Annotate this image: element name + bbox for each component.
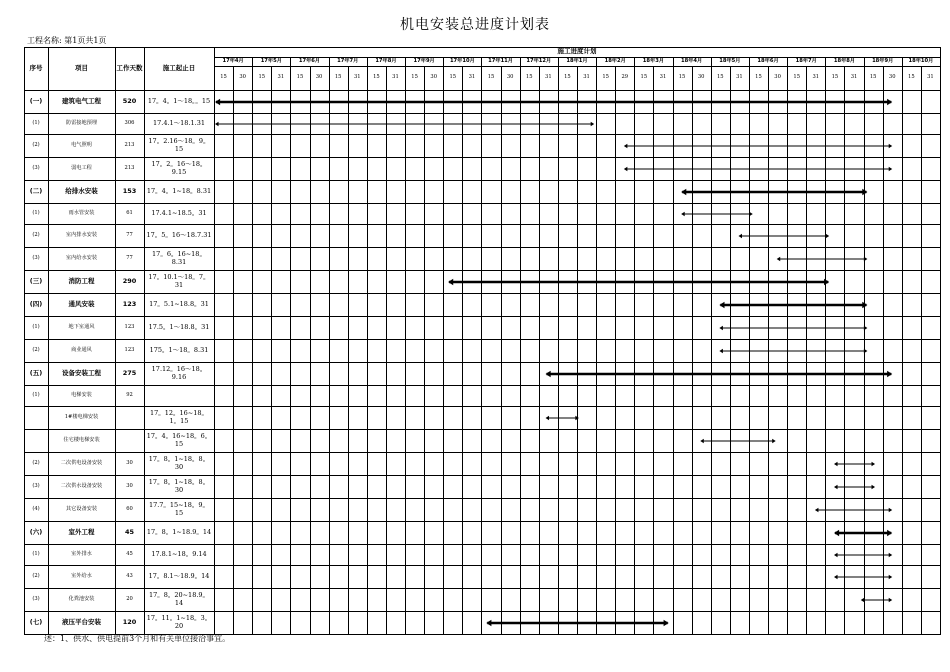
- month-label: 17年11月: [488, 57, 513, 64]
- row-seq: (3): [32, 164, 40, 171]
- row-days: 45: [124, 527, 135, 536]
- day-label: 31: [545, 74, 552, 81]
- gantt-bar: [546, 371, 893, 377]
- page-title: 机电安装总进度计划表: [400, 17, 550, 33]
- row-item: 室外排水: [71, 550, 92, 557]
- row-period: 17。5.1~18.8。31: [149, 299, 209, 308]
- gantt-bar: [486, 620, 668, 626]
- row-period: 17。4。16~18。6。15: [146, 432, 212, 448]
- row-item: 住宅楼电梯安装: [63, 436, 100, 443]
- row-seq: (1): [32, 209, 40, 216]
- month-label: 17年5月: [260, 57, 282, 64]
- row-days: 77: [126, 231, 133, 238]
- gantt-bar: [834, 462, 875, 466]
- header-period: 施工起止日: [162, 63, 196, 72]
- month-label: 18年3月: [642, 57, 665, 64]
- row-days: 45: [126, 550, 133, 557]
- month-label: 18年8月: [833, 57, 856, 64]
- row-seq: (2): [32, 459, 40, 466]
- month-label: 18年10月: [908, 57, 934, 64]
- gantt-bar: [546, 416, 579, 420]
- gantt-bar: [834, 485, 875, 489]
- day-label: 31: [850, 74, 858, 81]
- row-seq: (3): [32, 482, 40, 489]
- day-label: 31: [736, 74, 743, 81]
- row-item: 液压平台安装: [62, 617, 101, 626]
- row-days: 123: [124, 346, 135, 353]
- day-label: 29: [621, 74, 629, 81]
- row-item: 设备安装工程: [62, 368, 101, 377]
- row-period: 17.5。1～18.8。31: [148, 322, 210, 331]
- row-item: 室内给水安装: [65, 254, 98, 261]
- day-label: 31: [927, 74, 934, 81]
- row-item: 室内排水安装: [65, 231, 98, 238]
- row-seq: (2): [32, 141, 40, 148]
- row-item: 防雷接地预埋: [65, 119, 98, 126]
- month-label: 18年2月: [604, 57, 626, 64]
- gantt-bar: [448, 279, 829, 285]
- row-period: 17。2.16～18。9。15: [148, 137, 210, 153]
- day-label: 15: [296, 74, 304, 81]
- month-label: 17年12月: [526, 57, 552, 64]
- row-seq: (三): [29, 276, 43, 285]
- footnote: 述：1、供水、供电提前3个月和有关单位接洽事宜。: [44, 634, 231, 643]
- month-label: 18年6月: [757, 57, 779, 64]
- row-seq: (4): [32, 505, 40, 512]
- gantt-bar: [834, 553, 892, 557]
- row-days: 92: [126, 391, 133, 398]
- row-period: 17。12。16~18。1。15: [149, 409, 209, 425]
- row-days: 20: [126, 595, 133, 602]
- row-days: 213: [124, 141, 135, 148]
- day-label: 31: [277, 74, 285, 81]
- day-label: 15: [525, 74, 533, 81]
- row-item: 弱电工程: [71, 164, 92, 171]
- day-label: 15: [487, 74, 495, 81]
- row-period: 17。4。1~18。8.31: [146, 186, 212, 195]
- day-label: 31: [583, 74, 590, 81]
- row-period: 17.4.1～18.1.31: [153, 118, 205, 127]
- month-label: 17年9月: [413, 57, 435, 64]
- row-days: 123: [122, 299, 137, 308]
- row-period: 17。8.1～18.9。14: [148, 571, 210, 580]
- day-label: 31: [353, 74, 361, 81]
- day-label: 31: [468, 74, 476, 81]
- row-days: 123: [124, 323, 135, 330]
- gantt-bar: [834, 530, 892, 536]
- gantt-bar: [700, 439, 775, 443]
- row-period: 175。1～18。8.31: [149, 345, 209, 354]
- gantt-bar: [719, 302, 867, 308]
- day-label: 15: [793, 74, 800, 81]
- row-days: 30: [126, 459, 133, 466]
- row-seq: (六): [29, 527, 43, 536]
- day-label: 15: [716, 74, 724, 81]
- row-days: 306: [124, 119, 135, 126]
- month-label: 17年6月: [298, 57, 321, 64]
- row-period: 17。8。1~18.9。14: [146, 527, 212, 536]
- header-item: 项目: [75, 63, 88, 72]
- gantt-bar: [861, 598, 892, 602]
- gantt-bar: [738, 234, 829, 238]
- row-period: 17。8。1~18。8。30: [148, 455, 210, 471]
- row-item: 化粪池安装: [68, 595, 95, 602]
- day-label: 15: [678, 74, 686, 81]
- row-period: 17。11。1~18。3。20: [146, 614, 212, 630]
- day-label: 31: [812, 74, 820, 81]
- row-seq: (一): [29, 96, 43, 105]
- row-item: 室外给水: [71, 572, 92, 579]
- header-seq: 序号: [29, 63, 43, 72]
- day-label: 30: [888, 74, 896, 81]
- row-days: 153: [122, 186, 137, 195]
- day-label: 15: [411, 74, 418, 81]
- row-period: 17。6。16~18。8.31: [152, 250, 206, 266]
- row-period: 17.7。15~18。9。15: [148, 501, 210, 517]
- day-label: 30: [506, 74, 514, 81]
- day-label: 30: [315, 74, 323, 81]
- row-item: 地下室通风: [68, 323, 95, 330]
- gantt-bar: [719, 326, 867, 330]
- row-period: 17。10.1～18。7。31: [148, 273, 210, 289]
- row-period: 17。4。1～18。。15: [147, 96, 211, 105]
- gantt-bar: [834, 575, 892, 579]
- row-seq: (1): [32, 550, 40, 557]
- row-period: 17。2。16～18。9.15: [151, 160, 207, 176]
- row-seq: (2): [32, 231, 40, 238]
- row-item: 消防工程: [68, 276, 95, 285]
- day-label: 15: [640, 74, 648, 81]
- month-label: 18年9月: [872, 57, 894, 64]
- row-item: 商业通风: [71, 346, 92, 353]
- month-label: 18年5月: [719, 57, 741, 64]
- row-days: 275: [122, 368, 137, 377]
- row-period: 17.4.1~18.5。31: [151, 208, 207, 217]
- row-seq: (1): [32, 323, 40, 330]
- row-seq: (二): [29, 186, 43, 195]
- row-seq: (1): [32, 391, 40, 398]
- project-line: 工程名称: 第1页共1页: [27, 36, 107, 45]
- header-days: 工作天数: [116, 63, 143, 72]
- month-label: 18年4月: [681, 57, 703, 64]
- gantt-bar: [681, 212, 753, 216]
- gantt-bar: [815, 508, 892, 512]
- row-item: 电气照明: [71, 141, 92, 148]
- row-seq: (3): [32, 595, 40, 602]
- day-label: 15: [449, 74, 457, 81]
- gantt-bar: [215, 122, 594, 126]
- day-label: 15: [258, 74, 266, 81]
- day-label: 15: [869, 74, 877, 81]
- gantt-bar: [681, 189, 867, 195]
- row-seq: (1): [32, 119, 40, 126]
- row-days: 30: [126, 482, 133, 489]
- day-label: 15: [564, 74, 571, 81]
- row-seq: (五): [29, 368, 43, 377]
- month-label: 17年7月: [337, 57, 359, 64]
- day-label: 15: [373, 74, 380, 81]
- gantt-bar: [777, 257, 868, 261]
- day-label: 30: [430, 74, 437, 81]
- row-item: 其它设备安装: [65, 505, 98, 512]
- row-seq: (3): [32, 254, 40, 261]
- day-label: 30: [774, 74, 781, 81]
- gantt-bar: [624, 144, 892, 148]
- row-days: 60: [126, 505, 133, 512]
- day-label: 15: [755, 74, 762, 81]
- row-period: 17。8。1~18。8。30: [148, 478, 210, 494]
- row-item: 建筑电气工程: [62, 96, 101, 105]
- header-plan: 施工进度计划: [557, 47, 597, 56]
- row-days: 290: [122, 276, 137, 285]
- row-item: 二次供电设备安装: [60, 459, 103, 466]
- day-label: 30: [239, 74, 246, 81]
- month-label: 18年1月: [566, 57, 588, 64]
- gantt-bar: [215, 99, 892, 105]
- row-days: 61: [126, 209, 133, 216]
- gantt-bar: [624, 167, 892, 171]
- day-label: 15: [602, 74, 609, 81]
- row-item: 室外工程: [68, 527, 95, 536]
- row-item: 雨水管安装: [68, 209, 95, 216]
- row-period: 17.12。16～18。9.16: [151, 365, 207, 381]
- row-days: 213: [124, 164, 135, 171]
- day-label: 15: [831, 74, 839, 81]
- day-label: 15: [334, 74, 342, 81]
- row-item: 通风安装: [68, 299, 95, 308]
- row-item: 电梯安装: [71, 391, 92, 398]
- gantt-bar: [719, 349, 867, 353]
- row-item: 给排水安装: [65, 186, 98, 195]
- day-label: 30: [697, 74, 705, 81]
- row-days: 43: [126, 572, 133, 579]
- row-item: 二次供水设备安装: [60, 482, 103, 489]
- row-item: 1#楼电梯安装: [64, 413, 99, 420]
- day-label: 15: [908, 74, 915, 81]
- month-label: 17年4月: [222, 57, 244, 64]
- row-days: 120: [122, 617, 137, 626]
- day-label: 15: [220, 74, 227, 81]
- row-seq: (七): [29, 617, 43, 626]
- row-period: 17。8。20~18.9。14: [148, 591, 210, 607]
- row-period: 17。5。16～18.7.31: [146, 230, 212, 239]
- month-label: 17年8月: [375, 57, 397, 64]
- day-label: 31: [392, 74, 399, 81]
- row-period: 17.8.1~18。9.14: [151, 549, 207, 558]
- day-label: 31: [659, 74, 667, 81]
- row-seq: (四): [29, 299, 43, 308]
- row-days: 77: [126, 254, 133, 261]
- month-label: 18年7月: [795, 57, 817, 64]
- month-label: 17年10月: [449, 57, 475, 64]
- row-seq: (2): [32, 346, 40, 353]
- row-days: 520: [122, 96, 137, 105]
- row-seq: (2): [32, 572, 40, 579]
